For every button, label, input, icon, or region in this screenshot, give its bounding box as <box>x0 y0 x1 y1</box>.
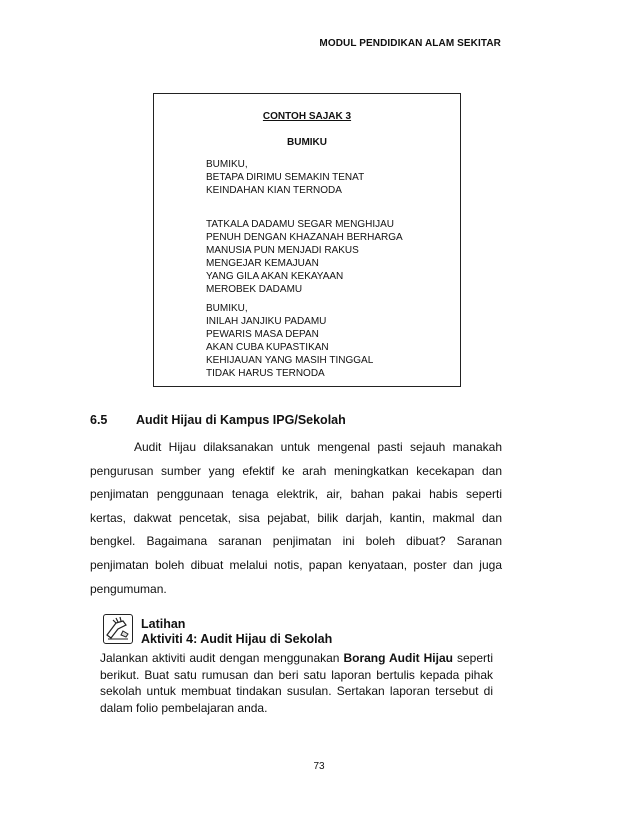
poem-title: BUMIKU <box>287 137 327 148</box>
poem-line: KEINDAHAN KIAN TERNODA <box>206 185 342 196</box>
poem-line: MANUSIA PUN MENJADI RAKUS <box>206 245 359 256</box>
poem-box <box>153 93 461 387</box>
poem-line: TATKALA DADAMU SEGAR MENGHIJAU <box>206 219 394 230</box>
section-heading <box>90 413 346 427</box>
poem-line: AKAN CUBA KUPASTIKAN <box>206 342 329 353</box>
activity-text-start: Jalankan aktiviti audit dengan menggunakan <box>100 651 344 665</box>
section-number: 6.5 <box>90 413 108 427</box>
activity-label: Latihan <box>141 617 186 631</box>
section-paragraph: Audit Hijau dilaksanakan untuk mengenal pasti sejauh manakah pengurusan sumber yang efektif ke arah meningkatkan kecekapan dan penjimatan penggunaan tenaga elektrik, air, bahan pakai habis seperti kertas, dakwat pencetak, sisa pejabat, bilik darjah, kantin, makmal dan bengkel. Bagaimana saranan penjimatan ini boleh dibuat? Saranan penjimatan boleh dibuat melalui notis, papan kenyataan, poster dan juga pengumuman. <box>90 440 502 596</box>
module-header: MODUL PENDIDIKAN ALAM SEKITAR <box>319 38 501 49</box>
activity-title: Aktiviti 4: Audit Hijau di Sekolah <box>141 631 333 646</box>
activity-text-end: seperti berikut. Buat satu rumusan dan beri satu laporan bertulis kepada pihak sekolah untuk membuat tindakan susulan. Sertakan laporan tersebut di dalam folio pembelajaran anda. <box>100 651 493 715</box>
poem-label: CONTOH SAJAK 3 <box>262 111 352 122</box>
writing-hand-icon <box>103 614 133 644</box>
section-title: Audit Hijau di Kampus IPG/Sekolah <box>136 413 346 427</box>
poem-stanza-3 <box>206 302 373 380</box>
activity-heading <box>141 617 332 646</box>
poem-line: YANG GILA AKAN KEKAYAAN <box>206 271 344 282</box>
poem-line: BUMIKU, <box>206 303 248 314</box>
poem-stanza-1 <box>206 158 364 197</box>
poem-line: KEHIJAUAN YANG MASIH TINGGAL <box>206 355 374 366</box>
poem-line: MENGEJAR KEMAJUAN <box>206 258 319 269</box>
poem-stanza-2 <box>206 218 403 296</box>
activity-form-name: Borang Audit Hijau <box>343 651 453 665</box>
poem-line: TIDAK HARUS TERNODA <box>206 368 325 379</box>
poem-line: BUMIKU, <box>206 159 248 170</box>
poem-line: PEWARIS MASA DEPAN <box>206 329 319 340</box>
activity-instructions <box>100 650 493 716</box>
poem-line: PENUH DENGAN KHAZANAH BERHARGA <box>206 232 403 243</box>
poem-line: BETAPA DIRIMU SEMAKIN TENAT <box>206 172 365 183</box>
poem-line: INILAH JANJIKU PADAMU <box>206 316 327 327</box>
page-number: 73 <box>313 761 325 772</box>
poem-line: MEROBEK DADAMU <box>206 284 303 295</box>
